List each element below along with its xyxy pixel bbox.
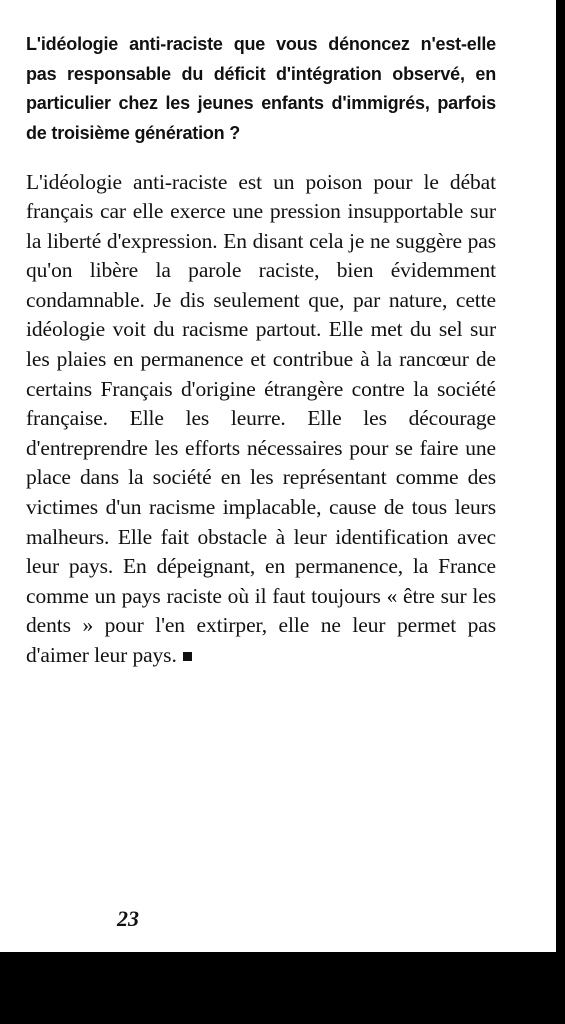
scan-edge-right	[556, 0, 565, 1024]
answer-text: L'idéologie anti-raciste est un poison pour le débat français car elle exerce une pression insupportable sur la liberté d'expression. En disant cela je ne suggère pas qu'on libère la parole raciste, bien évidemment condamnable. Je dis seulement que, par nature, cette idéologie voit du racisme partout. Elle met du sel sur les plaies en permanence et contribue à la rancœur de certains Français d'origine étrangère contre la société française. Elle les leurre. Elle les décourage d'entreprendre les efforts nécessaires pour se faire une place dans la société en les représentant comme des victimes d'un racisme implacable, cause de tous leurs malheurs. Elle fait obstacle à leur identification avec leur pays. En dépeignant, en permanence, la France comme un pays raciste où il faut toujours « être sur les dents » pour l'en extirper, elle ne leur permet pas d'aimer leur pays.	[26, 169, 496, 667]
scan-edge-bottom	[0, 952, 565, 1024]
interview-question: L'idéologie anti-raciste que vous dénoncez n'est-elle pas responsable du déficit d'intégration observé, en particulier chez les jeunes enfants d'immigrés, parfois de troisième génération ?	[26, 34, 496, 143]
end-of-article-mark	[183, 652, 192, 661]
interview-answer	[26, 168, 496, 671]
page-number: 23	[117, 906, 139, 931]
